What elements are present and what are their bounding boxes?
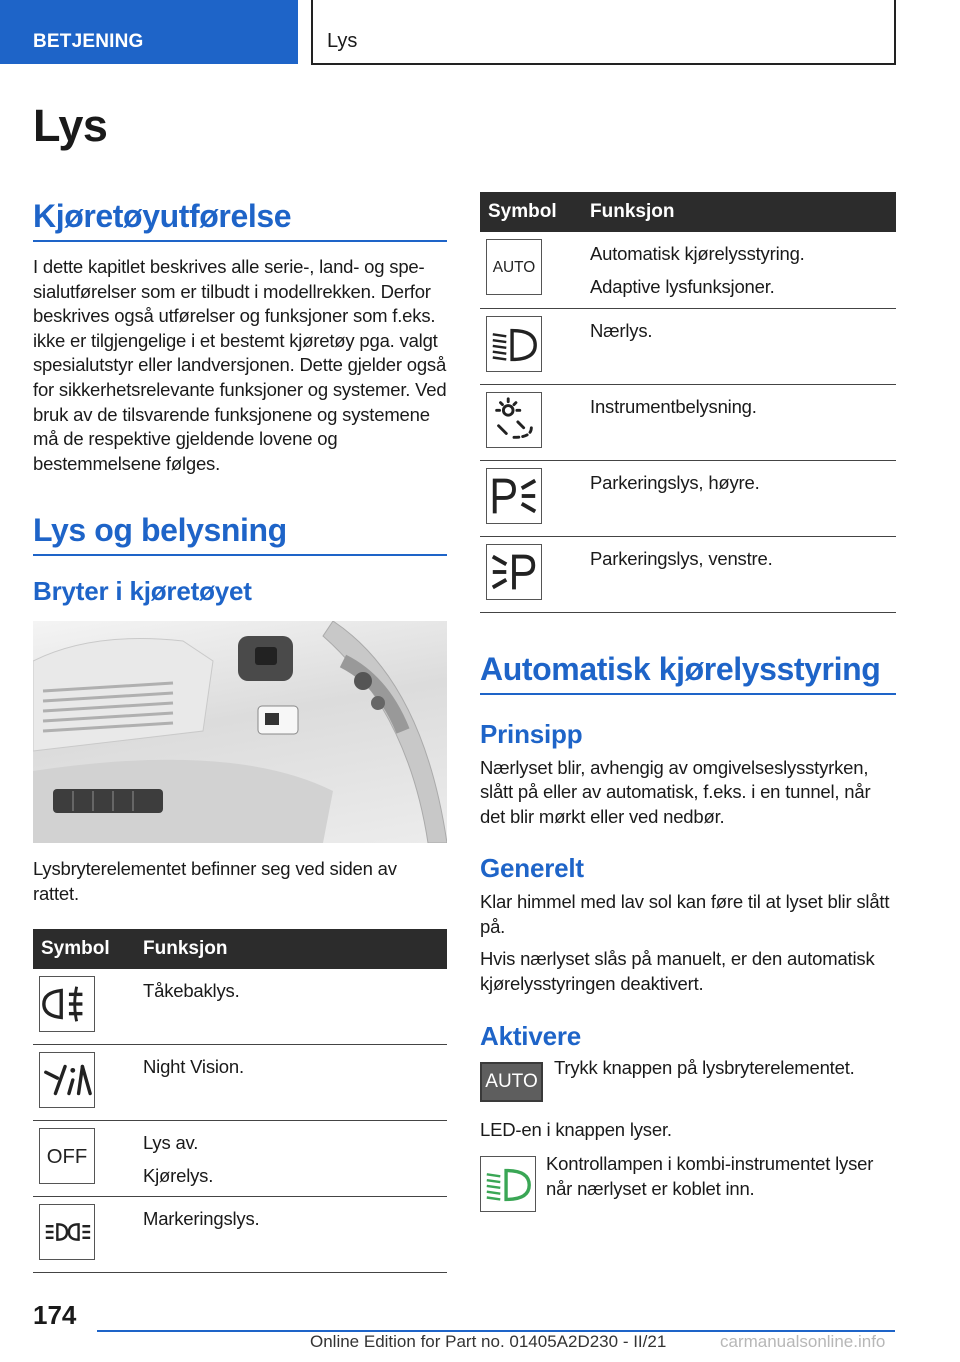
heading-principle: Prinsipp <box>480 718 583 749</box>
table-header-row <box>33 929 447 969</box>
function-text: Night Vision. <box>143 1056 244 1078</box>
general-text-2: Hvis nærlyset slås på manuelt, er den automatisk kjørelysstyringen deaktivert. <box>480 948 875 995</box>
off-icon <box>39 1128 95 1184</box>
low-beam-icon <box>486 316 542 372</box>
symbol-table-right <box>480 192 896 613</box>
column-header-function: Funksjon <box>143 929 447 969</box>
heading-lights: Lys og belysning <box>33 512 447 556</box>
function-text: Markeringslys. <box>143 1208 260 1230</box>
function-text: Instrumentbelysning. <box>590 395 757 417</box>
right-column <box>480 192 896 1214</box>
table-row <box>480 536 896 612</box>
heading-activate: Aktivere <box>480 1020 582 1051</box>
low-beam-indicator-icon <box>480 1156 536 1212</box>
table-row <box>33 1045 447 1121</box>
heading-auto-headlight-control: Automatisk kjørelysstyring <box>480 651 896 695</box>
fog-light-icon <box>39 976 95 1032</box>
table-row <box>33 969 447 1045</box>
table-header-row <box>480 192 896 232</box>
left-column <box>33 90 447 1273</box>
footer-watermark: carmanualsonline.info <box>720 1332 886 1351</box>
function-text: Adaptive lysfunksjoner. <box>590 275 775 297</box>
function-text: Nærlys. <box>590 319 653 341</box>
column-header-symbol: Symbol <box>33 929 143 969</box>
activate-step-text: Trykk knappen på lysbryterelementet. <box>554 1056 855 1078</box>
footer-edition-text: Online Edition for Part no. 01405A2D230 - II/21 <box>310 1332 667 1351</box>
header-chapter-title: Lys <box>311 0 896 65</box>
symbol-table-left <box>33 929 447 1274</box>
auto-icon-label: AUTO <box>492 258 536 276</box>
vehicle-version-text: I dette kapitlet beskrives alle serie-, land- og spesialutførelser som er tilbudt i modellrekken. Derfor beskrives også utførelser og funksjoner som f.eks. ikke er tilgjengelige i et bestemt kjøretøy pga. valgt spesialutstyr eller landversjonen. Dette gjelder også for sikkerhetsrelevante funksjoner og systemer. Ved bruk av de tilsvarende funksjonene og systemene må de respektive gjeldende lovene og bestemmelsene følges. <box>33 256 447 474</box>
table-row <box>480 460 896 536</box>
function-text: Automatisk kjørelysstyring. <box>590 243 805 264</box>
instrument-lighting-icon <box>486 392 542 448</box>
column-header-symbol: Symbol <box>480 192 590 232</box>
off-icon-label: OFF <box>46 1145 88 1168</box>
column-header-function: Funksjon <box>590 192 896 232</box>
function-text: Parkeringslys, venstre. <box>590 547 773 569</box>
light-switch-photo <box>33 621 447 843</box>
auto-button-icon: AUTO <box>480 1062 543 1102</box>
table-row <box>480 232 896 308</box>
indicator-text: Kontrollampen i kombi-instrumentet lyser når nærlyset er koblet inn. <box>546 1153 874 1199</box>
function-text: Tåkebaklys. <box>143 979 240 1001</box>
led-text: LED-en i knappen lyser. <box>480 1118 672 1140</box>
heading-vehicle-version: Kjøretøyutførelse <box>33 198 447 242</box>
heading-switch-in-vehicle: Bryter i kjøretøyet <box>33 576 252 607</box>
parking-light-left-icon <box>486 544 542 600</box>
auto-icon <box>486 239 542 295</box>
function-text: Kjørelys. <box>143 1164 214 1186</box>
general-text-1: Klar himmel med lav sol kan føre til at lyset blir slått på. <box>480 891 890 937</box>
function-text: Parkeringslys, høyre. <box>590 471 760 493</box>
switch-photo-caption: Lysbryterelementet befinner seg ved siden av rattet. <box>33 858 397 904</box>
page-number: 174 <box>33 1300 77 1330</box>
table-row <box>480 308 896 384</box>
table-row <box>33 1197 447 1273</box>
header-section-tab: BETJENING <box>0 0 298 64</box>
page-title: Lys <box>33 100 108 151</box>
table-row <box>480 384 896 460</box>
principle-text: Nærlyset blir, avhengig av omgivelseslysstyrken, slått på eller av automatisk, f.eks. i en tunnel, når det blir mørkt eller ved nedbør. <box>480 756 871 827</box>
heading-general: Generelt <box>480 853 584 884</box>
indicator-note <box>480 1152 896 1214</box>
marker-light-icon <box>39 1204 95 1260</box>
activate-step <box>480 1056 896 1108</box>
function-text: Lys av. <box>143 1132 199 1154</box>
night-vision-icon <box>39 1052 95 1108</box>
table-row <box>33 1121 447 1197</box>
parking-light-right-icon <box>486 468 542 524</box>
